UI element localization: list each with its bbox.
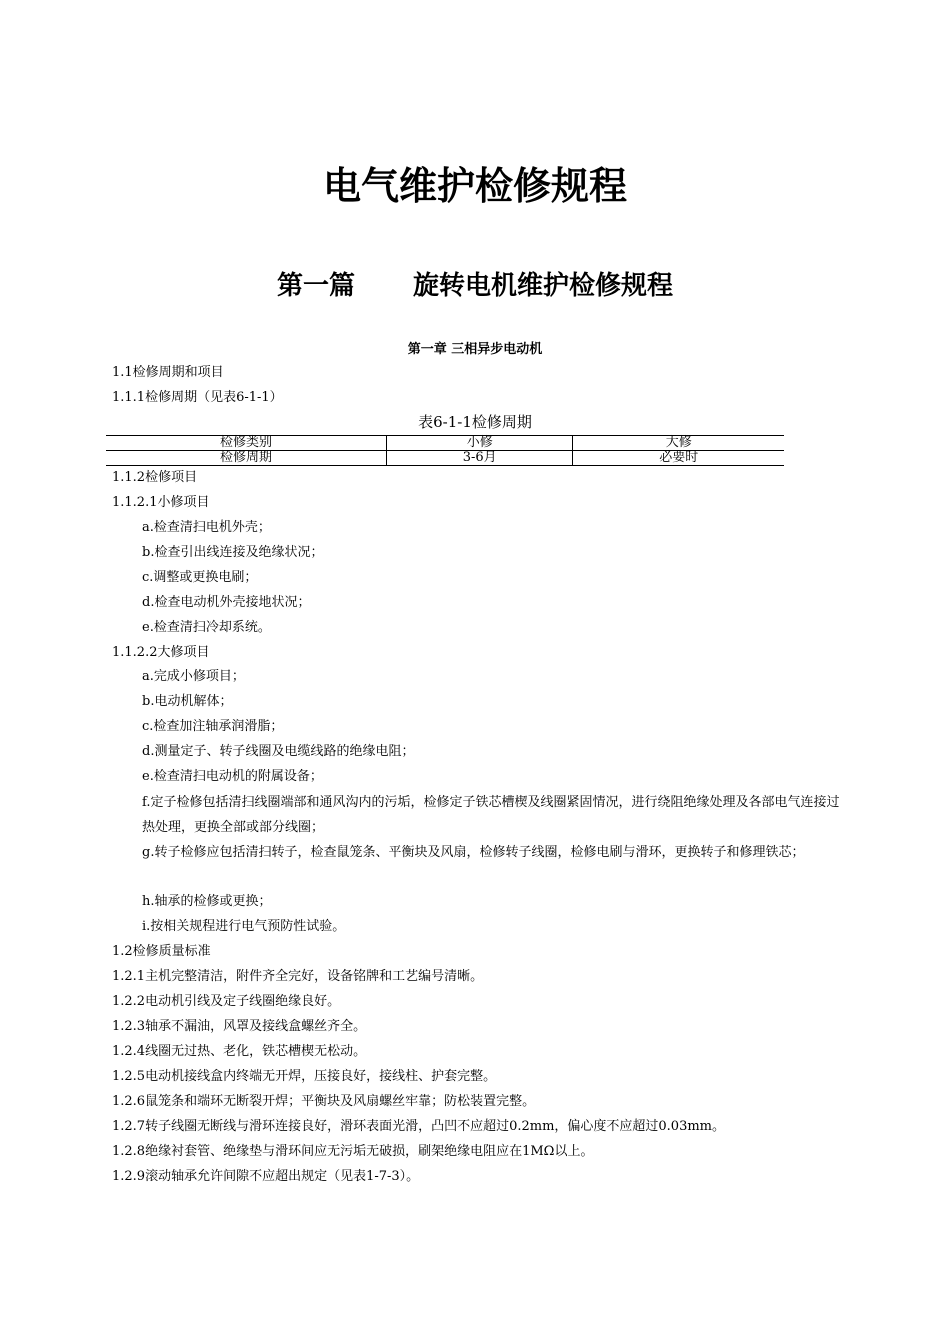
chapter-heading: 第一章 三相异步电动机 [407,342,543,357]
list-item: a.检查清扫电机外壳； [142,520,271,535]
list-item: e.检查清扫冷却系统。 [142,620,271,635]
list-item: g.转子检修应包括清扫转子，检查鼠笼条、平衡块及风扇，检修转子线圈，检修电刷与滑环，更换转子和修理铁芯； [142,845,805,860]
list-item: i.按相关规程进行电气预防性试验。 [142,919,346,934]
list-item: e.检查清扫电动机的附属设备； [142,769,323,784]
header-cell: 检修类别 [106,436,386,451]
list-item: 1.2.3轴承不漏油，风罩及接线盒螺丝齐全。 [112,1019,367,1034]
section-1-1-1: 1.1.1检修周期（见表6-1-1） [112,390,283,405]
list-item: 1.2.8绝缘衬套管、绝缘垫与滑环间应无污垢无破损，刷架绝缘电阻应在1MΩ以上。 [112,1144,594,1159]
list-item: d.检查电动机外壳接地状况； [142,595,311,610]
table-header-row [106,436,784,451]
section-1-1: 1.1检修周期和项目 [112,365,224,380]
section-1-1-2-1: 1.1.2.1小修项目 [112,495,210,510]
list-item: c.检查加注轴承润滑脂； [142,719,284,734]
part-name: 旋转电机维护检修规程 [413,271,674,301]
list-item: 1.2.7转子线圈无断线与滑环连接良好，滑环表面光滑，凸凹不应超过0.2mm，偏心度不应超过0.03mm。 [112,1119,726,1134]
document-title: 电气维护检修规程 [322,164,627,208]
header-cell: 小修 [386,436,573,451]
header-cell: 大修 [573,436,784,451]
list-item: b.检查引出线连接及绝缘状况； [142,545,324,560]
maintenance-cycle-table [106,435,784,466]
table-row [106,451,784,466]
table-cell: 检修周期 [106,451,386,466]
section-1-1-2-2: 1.1.2.2大修项目 [112,645,210,660]
list-item: 1.2.2电动机引线及定子线圈绝缘良好。 [112,994,341,1009]
list-item: c.调整或更换电刷； [142,570,258,585]
section-1-2: 1.2检修质量标准 [112,944,211,959]
list-item: h.轴承的检修或更换； [142,894,272,909]
table-cell: 3-6月 [386,451,573,466]
list-item: a.完成小修项目； [142,669,245,684]
list-item: b.电动机解体； [142,694,233,709]
list-item: 1.2.4线圈无过热、老化，铁芯槽楔无松动。 [112,1044,367,1059]
list-item: d.测量定子、转子线圈及电缆线路的绝缘电阻； [142,744,415,759]
list-item: f.定子检修包括清扫线圈端部和通风沟内的污垢，检修定子铁芯槽楔及线圈紧固情况，进行绕阻绝缘处理及各部电气连接过热处理，更换全部或部分线圈； [142,795,840,835]
part-heading [0,267,950,305]
table-caption: 表6-1-1检修周期 [418,413,532,431]
list-item: 1.2.1主机完整清洁，附件齐全完好，设备铭牌和工艺编号清晰。 [112,969,484,984]
table-cell: 必要时 [573,451,784,466]
list-item: 1.2.9滚动轴承允许间隙不应超出规定（见表1-7-3）。 [112,1169,420,1184]
section-1-1-2: 1.1.2检修项目 [112,470,198,485]
list-item: 1.2.5电动机接线盒内终端无开焊，压接良好，接线柱、护套完整。 [112,1069,497,1084]
list-item: 1.2.6鼠笼条和端环无断裂开焊；平衡块及风扇螺丝牢靠；防松装置完整。 [112,1094,536,1109]
part-number: 第一篇 [276,271,355,301]
